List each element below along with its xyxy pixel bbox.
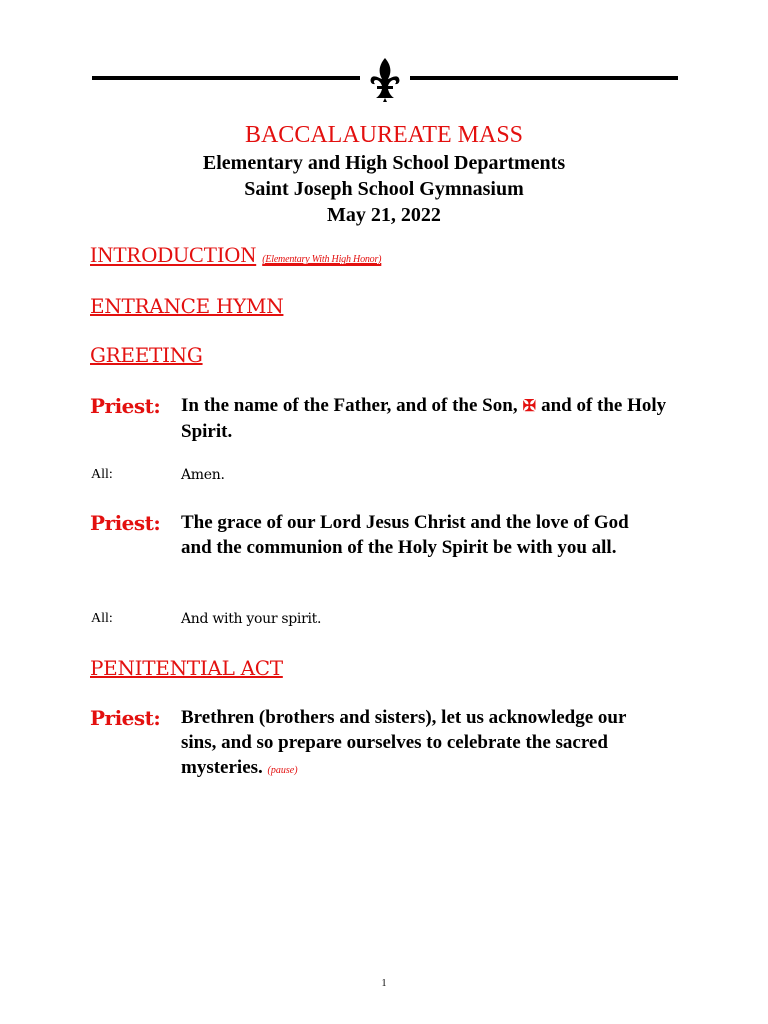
- subtitle-departments: Elementary and High School Departments: [202, 152, 566, 174]
- all-response-1: Amen.: [181, 467, 225, 483]
- header-ornament: [92, 56, 678, 102]
- priest-line-3-text: Brethren (brothers and sisters), let us acknowledge our sins, and so prepare ourselves to celebrate the sacred mysteries.: [181, 707, 627, 778]
- pause-note: (pause): [267, 765, 298, 776]
- cross-icon: ✠: [522, 398, 537, 415]
- speaker-all: All:: [91, 467, 113, 482]
- priest-line-1-part-c: Holy Spirit.: [181, 395, 667, 442]
- page-number: 1: [381, 978, 387, 989]
- priest-line-2: The grace of our Lord Jesus Christ and the love of God and the communion of the Holy Spirit be with you all.: [181, 512, 629, 558]
- all-response-2: And with your spirit.: [181, 611, 322, 627]
- priest-line-1-part-a: In the name of the Father, and of the Son,: [181, 395, 518, 416]
- priest-line-1: [181, 393, 701, 444]
- section-entrance-hymn: ENTRANCE HYMN: [90, 294, 284, 318]
- speaker-priest: Priest:: [90, 706, 161, 730]
- title-block: [0, 120, 768, 228]
- introduction-note: (Elementary With High Honor): [262, 254, 382, 265]
- section-penitential-act: PENITENTIAL ACT: [90, 656, 283, 680]
- speaker-priest: Priest:: [90, 394, 161, 418]
- speaker-priest: Priest:: [90, 511, 161, 535]
- section-introduction-heading: INTRODUCTION: [90, 242, 257, 267]
- priest-line-1-part-b: and of the: [541, 395, 623, 416]
- fleur-de-lis-icon: [365, 56, 405, 102]
- ornament-rule-left: [92, 76, 360, 80]
- ornament-rule-right: [410, 76, 678, 80]
- priest-line-3: [181, 705, 661, 783]
- section-introduction: [90, 242, 381, 273]
- section-greeting: GREETING: [90, 343, 203, 367]
- speaker-all: All:: [91, 611, 113, 626]
- subtitle-date: May 21, 2022: [327, 204, 441, 226]
- document-title: BACCALAUREATE MASS: [244, 122, 524, 148]
- subtitle-venue: Saint Joseph School Gymnasium: [244, 178, 524, 200]
